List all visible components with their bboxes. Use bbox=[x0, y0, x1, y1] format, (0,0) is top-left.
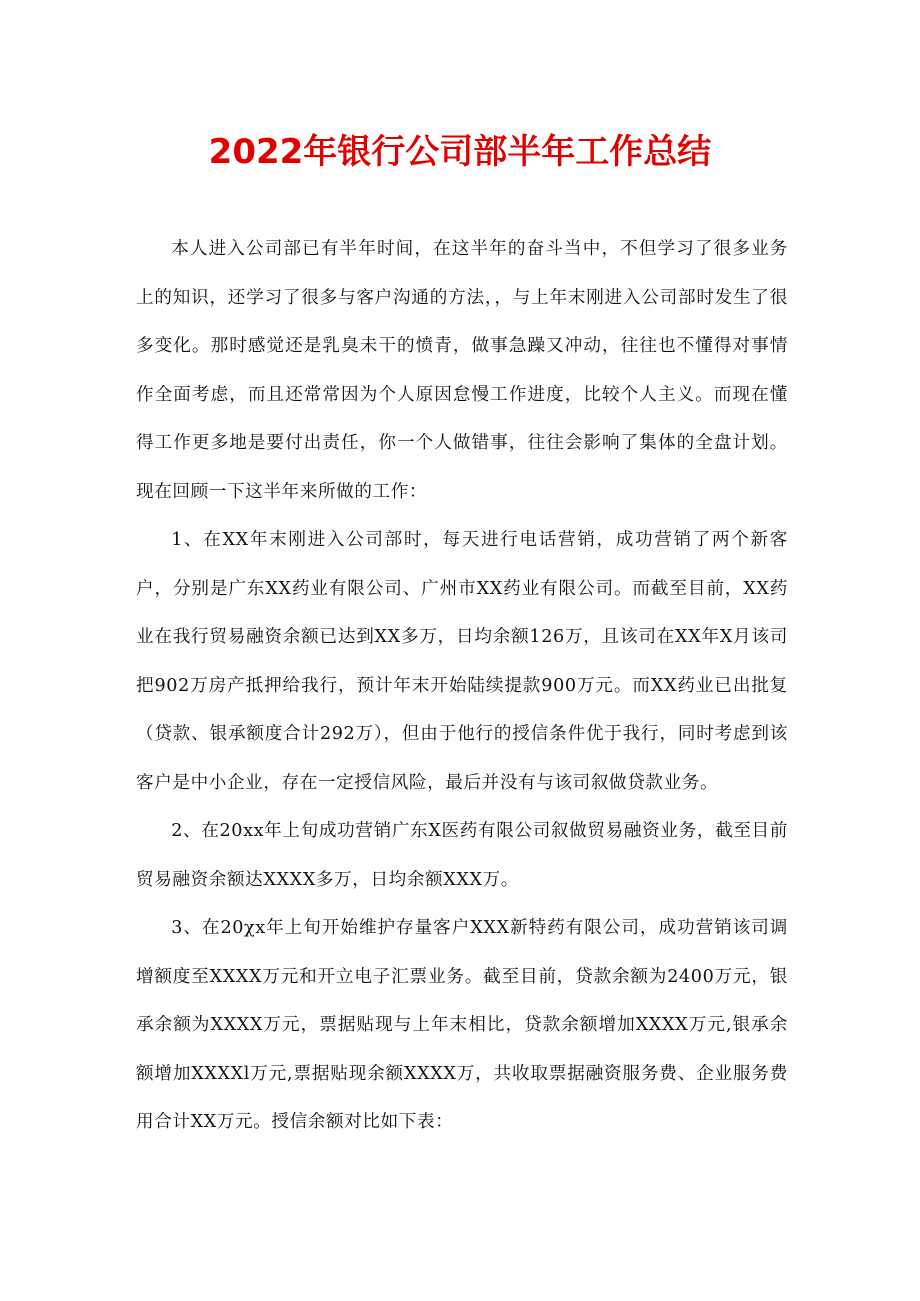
document-title: 2022年银行公司部半年工作总结 bbox=[208, 132, 712, 172]
paragraph-intro: 本人进入公司部已有半年时间，在这半年的奋斗当中，不但学习了很多业务上的知识，还学习了很多与客户沟通的方法，，与上年末刚进入公司部时发生了很多变化。那时感觉还是乳臭未干的愤青，做事急躁又冲动，往往也不懂得对事情作全面考虑，而且还常常因为个人原因怠慢工作进度，比较个人主义。而现在懂得工作更多地是要付出责任，你一个人做错事，往往会影响了集体的全盘计划。现在回顾一下这半年来所做的工作： bbox=[136, 239, 788, 502]
paragraph-item-2: 2、在20xx年上旬成功营销广东X医药有限公司叙做贸易融资业务，截至目前贸易融资余额达XXXX多万，日均余额XXX万。 bbox=[136, 821, 788, 890]
paragraph-item-1: 1、在XX年末刚进入公司部时，每天进行电话营销，成功营销了两个新客户，分别是广东XX药业有限公司、广州市XX药业有限公司。而截至目前，XX药业在我行贸易融资余额已达到XX多万，日均余额126万，且该司在XX年X月该司把902万房产抵押给我行，预计年末开始陆续提款900万元。而XX药业已出批复（贷款、银承额度合计292万），但由于他行的授信条件优于我行，同时考虑到该客户是中小企业，存在一定授信风险，最后并没有与该司叙做贷款业务。 bbox=[136, 530, 788, 793]
paragraph-item-3: 3、在20χx年上旬开始维护存量客户XXX新特药有限公司，成功营销该司调增额度至XXXX万元和开立电子汇票业务。截至目前，贷款余额为2400万元，银承余额为XXXX万元，票据贴现与上年末相比，贷款余额增加XXXX万元,银承余额增加XXXXl万元,票据贴现余额XXXX万，共收取票据融资服务费、企业服务费用合计XX万元。授信余额对比如下表： bbox=[136, 918, 788, 1132]
document-body bbox=[136, 225, 788, 1147]
